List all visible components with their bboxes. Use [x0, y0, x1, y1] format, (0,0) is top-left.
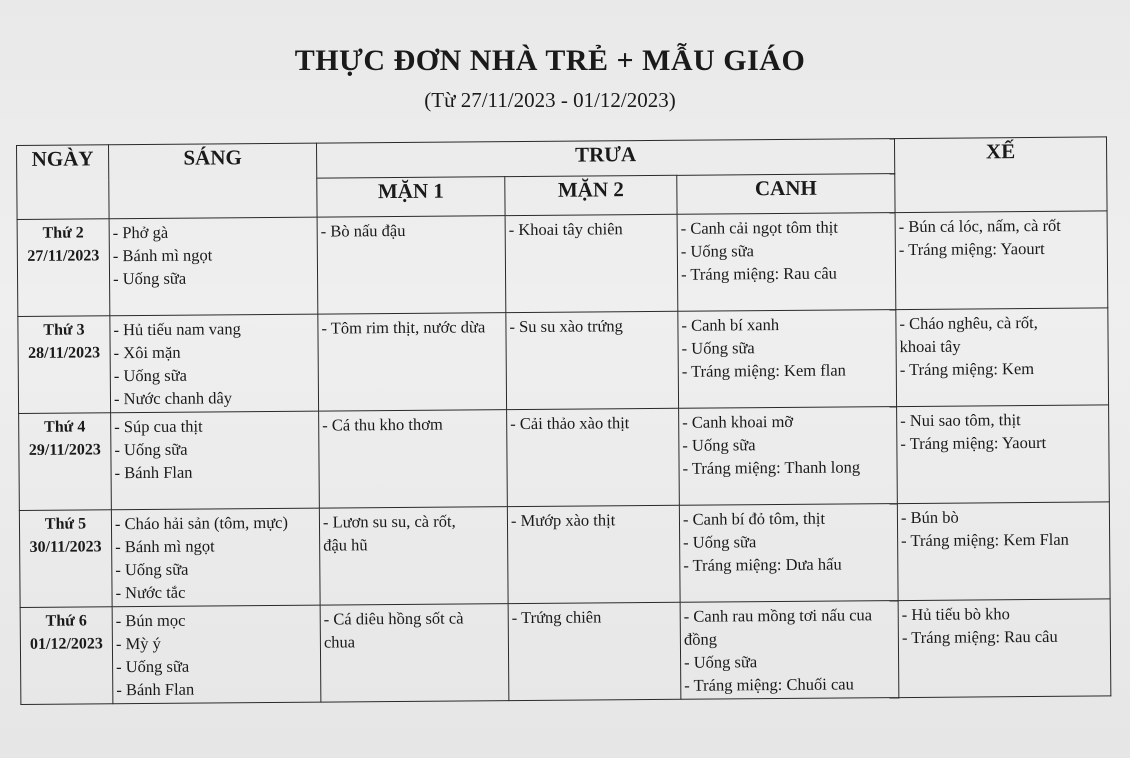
menu-item: - Tôm rim thịt, nước dừa — [321, 317, 486, 338]
menu-item: - Uống sữa — [684, 652, 758, 672]
table-row — [20, 599, 1111, 705]
day-label: Thứ 2 — [42, 224, 84, 242]
menu-item: - Mỳ ý — [115, 633, 161, 654]
afternoon-cell — [898, 599, 1111, 698]
header-lunch: TRƯA — [316, 139, 894, 179]
man2-cell — [507, 505, 680, 603]
afternoon-cell — [896, 308, 1109, 407]
day-label: Thứ 4 — [44, 418, 86, 436]
menu-item: - Canh rau mồng tơi nấu cua — [683, 605, 873, 626]
menu-item: - Xôi mặn — [113, 342, 181, 363]
day-cell — [19, 510, 112, 608]
day-label: Thứ 3 — [43, 321, 85, 339]
menu-item: - Nước tắc — [115, 582, 186, 603]
header-canh: CANH — [677, 174, 895, 215]
menu-item: - Trứng chiên — [511, 607, 602, 628]
table-row — [17, 211, 1108, 317]
menu-item: chua — [323, 632, 356, 652]
menu-item: - Nước chanh dây — [113, 388, 233, 409]
morning-cell — [109, 217, 318, 316]
menu-item: - Hủ tiếu bò kho — [901, 604, 1010, 625]
menu-item: - Bún cá lóc, nấm, cà rốt — [898, 215, 1061, 237]
menu-item: - Tráng miệng: Rau câu — [680, 263, 837, 284]
header-man1: MẶN 1 — [317, 177, 505, 217]
canh-cell — [677, 213, 896, 312]
day-date: 01/12/2023 — [29, 635, 103, 653]
morning-cell — [110, 314, 319, 413]
day-cell — [19, 413, 112, 511]
menu-item: - Tráng miệng: Kem Flan — [901, 529, 1069, 551]
menu-item: - Bánh mì ngọt — [115, 536, 215, 557]
day-label: Thứ 5 — [44, 515, 87, 533]
day-cell — [17, 219, 110, 317]
menu-item: khoai tây — [899, 336, 961, 357]
menu-item: - Canh khoai mỡ — [682, 411, 794, 432]
menu-item: - Tráng miệng: Yaourt — [900, 432, 1047, 454]
menu-item: - Uống sữa — [116, 656, 190, 677]
header-man2: MẶN 2 — [505, 175, 677, 215]
menu-item: - Cháo hải sản (tôm, mực) — [114, 512, 289, 534]
man1-cell — [320, 604, 509, 702]
day-date: 27/11/2023 — [27, 247, 100, 265]
menu-item: - Tráng miệng: Yaourt — [898, 238, 1045, 260]
menu-item: - Tráng miệng: Dưa hấu — [683, 554, 842, 575]
page-title: THỰC ĐƠN NHÀ TRẺ + MẪU GIÁO — [294, 44, 806, 77]
menu-item: - Tráng miệng: Kem flan — [681, 360, 846, 381]
day-date: 28/11/2023 — [28, 344, 101, 362]
menu-item: đồng — [683, 629, 717, 649]
menu-item: - Uống sữa — [114, 439, 188, 460]
header-morning: SÁNG — [109, 143, 318, 219]
menu-item: - Hủ tiếu nam vang — [113, 319, 241, 340]
menu-item: - Cá thu kho thơm — [322, 414, 443, 435]
man2-cell — [506, 311, 679, 409]
menu-item: - Nui sao tôm, thịt — [900, 410, 1021, 431]
menu-item: - Cháo nghêu, cà rốt, — [899, 312, 1038, 334]
man2-cell — [505, 214, 678, 312]
menu-item: - Tráng miệng: Kem — [899, 359, 1035, 380]
menu-item: - Bánh mì ngọt — [112, 245, 213, 266]
menu-item: - Cá diêu hồng sốt cà — [323, 608, 464, 629]
table-row — [19, 502, 1110, 608]
afternoon-cell — [897, 405, 1110, 504]
canh-cell — [679, 504, 898, 603]
menu-item: - Uống sữa — [681, 338, 755, 358]
table-row — [19, 405, 1110, 511]
menu-item: - Bánh Flan — [116, 679, 195, 700]
menu-table — [16, 136, 1111, 705]
menu-item: - Uống sữa — [680, 241, 755, 261]
man2-cell — [508, 602, 681, 700]
menu-item: - Uống sữa — [682, 435, 756, 455]
menu-item: - Tráng miệng: Thanh long — [682, 457, 861, 478]
man1-cell — [317, 216, 506, 314]
menu-item: - Canh cải ngọt tôm thịt — [680, 217, 838, 238]
morning-cell — [112, 605, 321, 704]
menu-item: - Mướp xào thịt — [510, 510, 616, 531]
canh-cell — [679, 407, 898, 506]
menu-item: - Canh bí đỏ tôm, thịt — [682, 508, 826, 529]
morning-cell — [111, 508, 320, 607]
header-afternoon: XẾ — [894, 137, 1107, 213]
menu-item: - Lươn su su, cà rốt, — [322, 511, 456, 532]
menu-item: - Tráng miệng: Rau câu — [901, 626, 1058, 648]
man1-cell — [319, 410, 508, 508]
table-row — [18, 308, 1109, 414]
afternoon-cell — [895, 211, 1108, 310]
menu-item: - Su su xào trứng — [509, 316, 623, 337]
menu-item: đậu hũ — [323, 535, 368, 555]
morning-cell — [111, 411, 320, 510]
day-label: Thứ 6 — [45, 612, 87, 630]
menu-item: - Uống sữa — [683, 532, 757, 552]
menu-item: - Canh bí xanh — [681, 315, 780, 335]
menu-item: - Cải thảo xào thịt — [510, 413, 630, 434]
menu-item: - Súp cua thịt — [114, 416, 203, 437]
canh-cell — [678, 310, 897, 409]
header-day: NGÀY — [17, 145, 110, 220]
date-range-subtitle: (Từ 27/11/2023 - 01/12/2023) — [424, 88, 676, 112]
menu-item: - Phở gà — [112, 222, 169, 243]
man2-cell — [507, 408, 680, 506]
menu-item: - Bò nấu đậu — [320, 220, 406, 241]
menu-body — [17, 211, 1111, 705]
day-date: 30/11/2023 — [29, 538, 102, 556]
day-cell — [18, 316, 111, 414]
menu-item: - Uống sữa — [115, 559, 189, 580]
menu-item: - Bún bò — [900, 507, 959, 528]
afternoon-cell — [897, 502, 1110, 601]
day-date: 29/11/2023 — [28, 441, 101, 459]
day-cell — [20, 607, 113, 705]
menu-item: - Uống sữa — [113, 365, 187, 386]
menu-item: - Bún mọc — [115, 610, 186, 631]
man1-cell — [319, 507, 508, 605]
menu-item: - Uống sữa — [112, 268, 187, 289]
menu-item: - Khoai tây chiên — [508, 219, 623, 240]
man1-cell — [318, 313, 507, 411]
menu-item: - Bánh Flan — [114, 462, 193, 483]
canh-cell — [680, 601, 899, 700]
menu-item: - Tráng miệng: Chuối cau — [684, 674, 854, 695]
